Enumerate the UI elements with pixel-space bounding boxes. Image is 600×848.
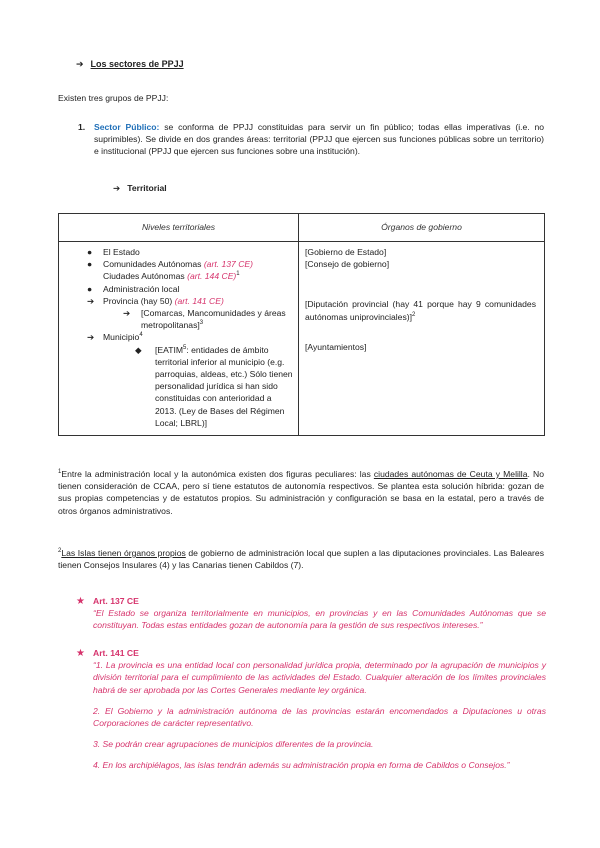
footnote-marker: 4	[139, 332, 143, 339]
bullet-dot-icon: ●	[87, 283, 93, 294]
footnote-text: . No tienen consideración de CCAA, pero sí tiene estatutos de autonomía respectivos. Se plantea esta solución híbrida: gozan de sus propias competencias y de estatutos propios. Su administración y configuración se basa en la estatal, pero a través de otros órganos administrativos.	[58, 469, 544, 516]
level-municipio: Municipio	[103, 332, 140, 343]
level-comarcas: [Comarcas, Mancomunidades y áreas metropolitanas]	[141, 308, 286, 331]
table-header-row	[59, 214, 545, 242]
intro-paragraph: Existen tres grupos de PPJJ:	[58, 93, 169, 103]
article-paragraph: “El Estado se organiza territorialmente en municipios, en provincias y en las Comunidades Autónomas que se constituyan. Todas estas entidades gozan de autonomía para la gestión de sus respectivos intereses.”	[93, 608, 546, 631]
section-heading-text: Los sectores de PPJJ	[90, 59, 184, 69]
footnote-marker: 1	[236, 271, 240, 278]
organs-cell	[299, 242, 545, 436]
bullet-dot-icon: ●	[87, 259, 93, 270]
article-reference: (art. 137 CE)	[203, 259, 254, 270]
territorial-levels-table	[58, 213, 545, 436]
arrow-icon: ➔	[76, 59, 84, 69]
article-title: Art. 137 CE	[93, 596, 139, 606]
organ-gobierno: [Gobierno de Estado]	[305, 247, 387, 257]
list-item	[63, 258, 294, 270]
list-item	[63, 270, 294, 282]
article-paragraph: “1. La provincia es una entidad local con personalidad jurídica propia, determinado por la agrupación de municipios y división territorial para el cumplimiento de las actividades del Estado. Cualquier alteración de los límites provinciales habrá de ser aprobada por las Cortes Generales mediante ley orgánica.	[93, 660, 546, 695]
list-item	[63, 246, 294, 258]
article-reference: (art. 144 CE)	[187, 271, 237, 282]
star-icon: ★	[76, 596, 85, 607]
table-header-levels: Niveles territoriales	[59, 214, 299, 242]
article-title: Art. 141 CE	[93, 648, 139, 658]
list-item	[63, 283, 294, 295]
organ-diputacion	[305, 298, 536, 322]
bullet-dot-icon: ●	[87, 247, 93, 257]
level-eatim-text: : entidades de ámbito territorial inferior al municipio (e.g. parroquias, aldeas, etc.) Sólo tienen personalidad jurídica si han sido constituidas con anterioridad a 2013. (Ley de Bases del Régimen Local; LBRL)]	[155, 344, 293, 428]
article-141	[76, 647, 546, 781]
section-heading	[76, 58, 184, 71]
arrow-icon: ➔	[123, 308, 131, 319]
list-item-body	[94, 121, 544, 158]
list-item-text: se conforma de PPJJ constituidas para servir un fin público; todas ellas imperativas (i.e. no suprimibles). Se divide en dos grandes áreas: territorial (PPJJ que ejercen sus funciones públicas sobre un territorio) e institucional (PPJJ que ejercen sus funciones sobre una institución).	[94, 122, 545, 157]
footnote-marker: 5	[183, 344, 187, 351]
footnote-marker: 2	[58, 548, 62, 555]
diamond-icon: ◆	[135, 344, 142, 355]
ceuta-melilla-link[interactable]: ciudades autónomas de Ceuta y Melilla	[373, 469, 528, 479]
list-item-label: Sector Público:	[94, 122, 160, 132]
level-estado: El Estado	[103, 247, 140, 257]
arrow-icon: ➔	[113, 183, 121, 193]
organ-consejo: [Consejo de gobierno]	[305, 259, 390, 270]
arrow-icon: ➔	[87, 295, 95, 306]
organ-ayuntamientos: [Ayuntamientos]	[305, 341, 367, 352]
article-reference: (art. 141 CE)	[174, 295, 224, 306]
islas-link[interactable]: Las Islas tienen órganos propios	[61, 548, 186, 558]
list-item	[63, 307, 294, 331]
footnote-1	[58, 468, 544, 517]
footnote-marker: 2	[412, 311, 416, 318]
table-row	[59, 242, 545, 436]
list-item-sector-publico	[58, 121, 544, 158]
footnote-marker: 3	[199, 320, 204, 327]
levels-cell	[59, 242, 299, 436]
list-item	[63, 331, 294, 343]
footnote-marker: 1	[58, 469, 62, 476]
level-provincia: Provincia (hay 50)	[103, 295, 173, 306]
article-paragraph: 4. En los archipiélagos, las islas tendrán además su administración propia en forma de Cabildos o Consejos.”	[93, 760, 510, 771]
spacer	[305, 270, 536, 298]
spacer	[305, 323, 536, 341]
footnote-text: Entre la administración local y la autonómica existen dos figuras peculiares: las	[61, 469, 374, 479]
star-icon: ★	[76, 648, 85, 659]
organ-diputacion-text: [Diputación provincial (hay 41 porque hay 9 comunidades autónomas uniprovinciales)]	[305, 299, 536, 322]
level-eatim: [EATIM	[155, 344, 184, 355]
level-ccaa: Comunidades Autónomas	[103, 259, 202, 270]
footnote-text: de gobierno de administración local que suplen a las diputaciones provinciales. Las Baleares tienen Consejos Insulares (4) y las Canarias tienen Cabildos (7).	[58, 548, 544, 571]
table-header-organs: Órganos de gobierno	[299, 214, 545, 242]
article-quote	[93, 659, 546, 771]
sub-heading-text: Territorial	[127, 183, 167, 193]
article-paragraph: 2. El Gobierno y la administración autónoma de las provincias estarán encomendados a Diputaciones u otras Corporaciones de carácter representativo.	[93, 705, 546, 729]
list-number: 1.	[78, 122, 86, 132]
list-item	[63, 344, 294, 429]
article-paragraph: 3. Se podrán crear agrupaciones de municipios diferentes de la provincia.	[93, 739, 374, 750]
level-admin-local: Administración local	[103, 283, 180, 294]
arrow-icon: ➔	[87, 332, 95, 343]
article-quote	[93, 607, 546, 631]
article-137	[76, 595, 546, 641]
footnote-2	[58, 547, 544, 571]
list-item	[63, 295, 294, 307]
sub-heading	[113, 182, 167, 194]
level-ciudades: Ciudades Autónomas	[103, 271, 185, 282]
